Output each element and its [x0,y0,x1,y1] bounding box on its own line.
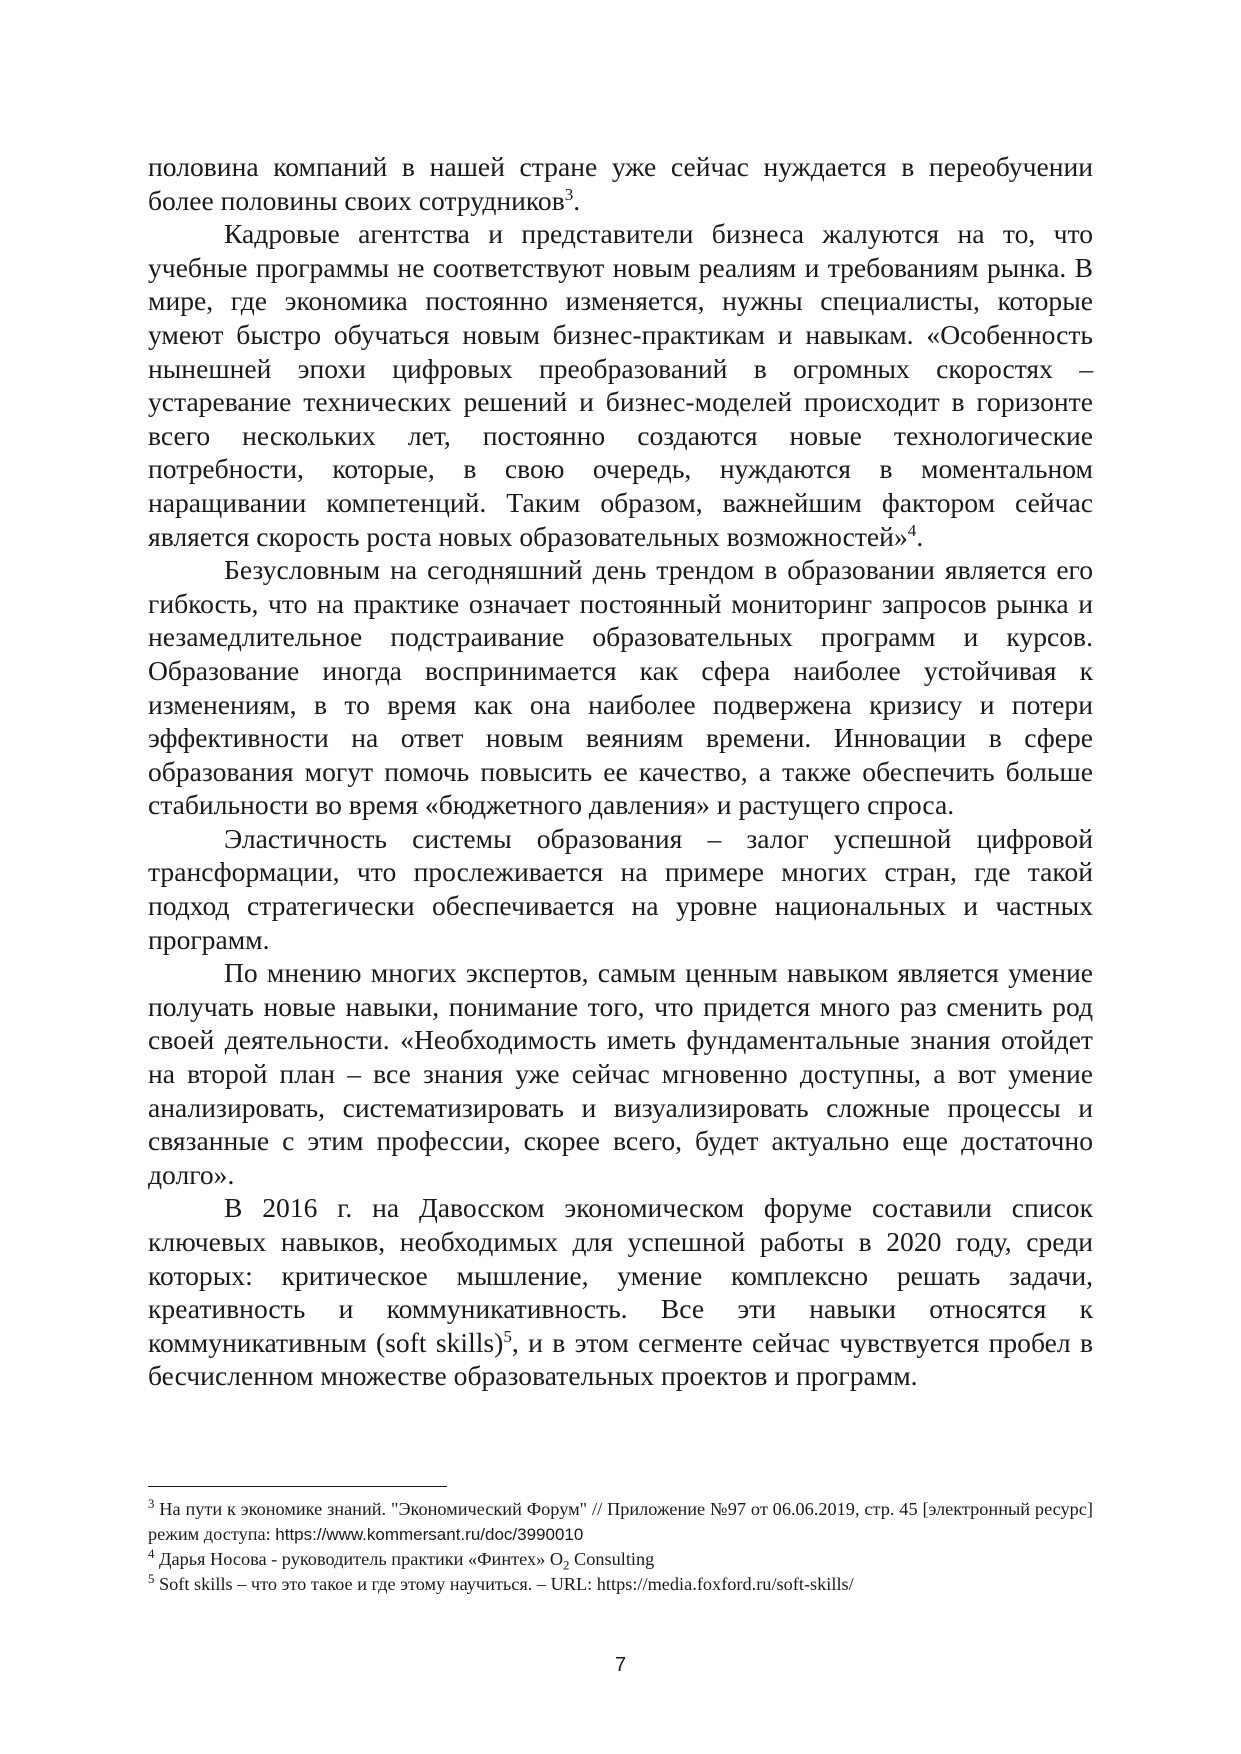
paragraph-1: половина компаний в нашей стране уже сейчас нуждается в переобучении более половины своих сотрудников$^3$. [148,151,1093,216]
body-text [148,150,1093,1393]
footnote-separator [148,1486,447,1487]
footnote-4: $^4$ Дарья Носова - руководитель практики «Финтех» $O_2$ Consulting [148,1546,655,1573]
paragraph-2: Кадровые агентства и представители бизнеса жалуются на то, что учебные программы не соответствуют новым реалиям и требованиям рынка. В мире, где экономика постоянно изменяется, нужны специалисты, которые умеют быстро обучаться новым бизнес-практикам и навыкам. «Особенность нынешней эпохи цифровых преобразований в огромных скоростях – устаревание технических решений и бизнес-моделей происходит в горизонте всего нескольких лет, постоянно создаются новые технологические потребности, которые, в свою очередь, нуждаются в моментальном наращивании компетенций. Таким образом, важнейшим фактором сейчас является скорость роста новых образовательных возможностей»$^4$. [148,218,1093,552]
footnote-ref-5[interactable]: 5 [503,1326,512,1346]
paragraph-4: Эластичность системы образования – залог успешной цифровой трансформации, что прослеживается на примере многих стран, где такой подход стратегически обеспечивается на уровне национальных и частных программ. [148,822,1093,955]
paragraph-6: В 2016 г. на Давосском экономическом форуме составили список ключевых навыков, необходимых для успешной работы в 2020 году, среди которых: критическое мышление, умение комплексно решать задачи, креативность и коммуникативность. Все эти навыки относятся к коммуникативным (soft skills)$^5$, и в этом сегменте сейчас чувствуется пробел в бесчисленном множестве образовательных проектов и программ. [148,1192,1093,1392]
paragraph-3: Безусловным на сегодняшний день трендом в образовании является его гибкость, что на практике означает постоянный мониторинг запросов рынка и незамедлительное подстраивание образовательных программ и курсов. Образование иногда воспринимается как сфера наиболее устойчивая к изменениям, в то время как она наиболее подвержена кризису и потери эффективности на ответ новым веяниям времени. Инновации в сфере образования могут помочь повысить ее качество, а также обеспечить больше стабильности во время «бюджетного давления» и растущего спроса. [148,554,1093,821]
footnote-ref-3[interactable]: 3 [564,184,574,204]
paragraph-5: По мнению многих экспертов, самым ценным навыком является умение получать новые навыки, понимание того, что придется много раз сменить род своей деятельности. «Необходимость иметь фундаментальные знания отойдет на второй план – все знания уже сейчас мгновенно доступны, а вот умение анализировать, систематизировать и визуализировать сложные процессы и связанные с этим профессии, скорее всего, будет актуально еще достаточно долго». [148,957,1093,1190]
footnote-3: $^3$ На пути к экономике знаний. "Экономический Форум" // Приложение №97 от 06.06.2019, стр. 45 [электронный ресурс] режим доступа: https://www.kommersant.ru/doc/3990010 [148,1496,1093,1544]
page-number: 7 [614,1654,627,1676]
footnote-3-link[interactable]: https://www.kommersant.ru/doc/3990010 [275,1525,584,1544]
footnote-ref-4[interactable]: 4 [907,520,917,540]
footnote-5: $^5$ Soft skills – что это такое и где этому научиться. – URL: https://media.foxford.ru/soft-skills/ [148,1571,854,1594]
footnotes [148,1497,1093,1597]
